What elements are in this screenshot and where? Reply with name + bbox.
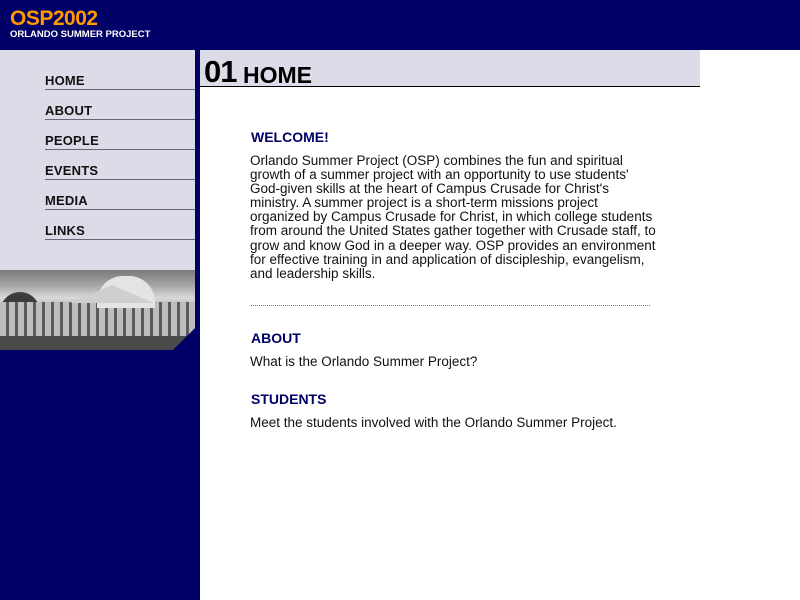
nav-item-events[interactable]: EVENTS	[45, 162, 195, 180]
section-body-welcome: Orlando Summer Project (OSP) combines the fun and spiritual growth of a summer project with an opportunity to use students' God-given skills at the heart of Campus Crusade for Christ's ministry. A summer project is a short-term missions project organized by Campus Crusade for Christ, in which college students from around the United States gather together with Crusade staff, to grow and know God in a deeper way. OSP provides an environment for effective training in and application of discipleship, evangelism, and leadership skills.	[250, 153, 656, 281]
section-body-about: What is the Orlando Summer Project?	[250, 354, 478, 369]
photo-corner-cut	[173, 328, 195, 350]
section-heading-students[interactable]: STUDENTS	[251, 391, 327, 407]
section-body-students: Meet the students involved with the Orlando Summer Project.	[250, 415, 617, 430]
photo-ground	[0, 336, 195, 350]
section-heading-welcome: WELCOME!	[251, 129, 329, 145]
nav-item-about[interactable]: ABOUT	[45, 102, 195, 120]
nav-item-people[interactable]: PEOPLE	[45, 132, 195, 150]
campus-building-photo	[0, 270, 195, 350]
site-logo-subtitle: ORLANDO SUMMER PROJECT	[10, 29, 151, 40]
page-title-band	[200, 50, 700, 87]
page-title-number: 01	[204, 54, 237, 89]
nav-item-links[interactable]: LINKS	[45, 222, 195, 240]
sidebar	[0, 50, 195, 600]
section-heading-about[interactable]: ABOUT	[251, 330, 301, 346]
page-title: HOME	[243, 62, 312, 88]
nav-item-home[interactable]: HOME	[45, 72, 195, 90]
sidebar-nav	[0, 50, 195, 270]
sidebar-divider-bar	[195, 50, 200, 600]
site-logo-title[interactable]: OSP2002	[10, 7, 98, 30]
nav-item-media[interactable]: MEDIA	[45, 192, 195, 210]
section-divider	[251, 305, 650, 306]
site-header	[0, 0, 800, 50]
photo-building-roof	[70, 285, 154, 303]
